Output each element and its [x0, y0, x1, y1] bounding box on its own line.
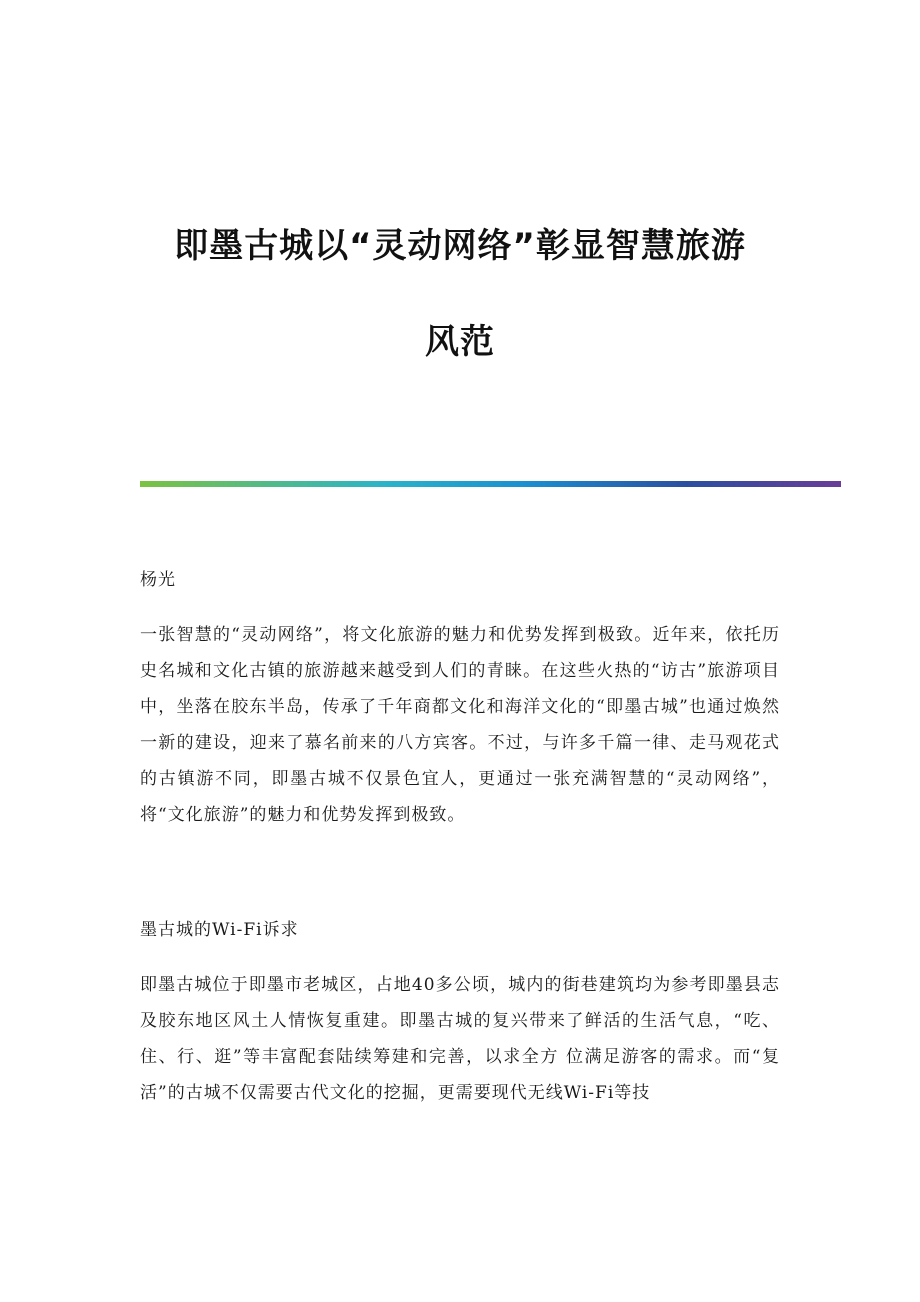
body-paragraph-2: 即墨古城位于即墨市老城区，占地40多公顷，城内的街巷建筑均为参考即墨县志及胶东地区风土人情恢复重建。即墨古城的复兴带来了鲜活的生活气息，“吃、住、行、逛”等丰富配套陆续筹建和完善，以求全方 位满足游客的需求。而“复活”的古城不仅需要古代文化的挖掘，更需要现代无线Wi-Fi等技 — [140, 975, 780, 1103]
gradient-divider — [140, 481, 841, 487]
body-paragraph-1: 一张智慧的“灵动网络”，将文化旅游的魅力和优势发挥到极致。近年来，依托历史名城和文化古镇的旅游越来越受到人们的青睐。在这些火热的“访古”旅游项目中，坐落在胶东半岛，传承了千年商都文化和海洋文化的“即墨古城”也通过焕然一新的建设，迎来了慕名前来的八方宾客。不过，与许多千篇一律、走马观花式的古镇游不同，即墨古城不仅景色宜人，更通过一张充满智慧的“灵动网络”，将“文化旅游”的魅力和优势发挥到极致。 — [140, 625, 780, 825]
section-subheading: 墨古城的Wi-Fi诉求 — [140, 920, 299, 940]
document-title-line-2: 风范 — [425, 322, 495, 362]
author-name: 杨光 — [140, 570, 176, 590]
document-title-line-1: 即墨古城以“灵动网络”彰显智慧旅游 — [174, 226, 746, 266]
